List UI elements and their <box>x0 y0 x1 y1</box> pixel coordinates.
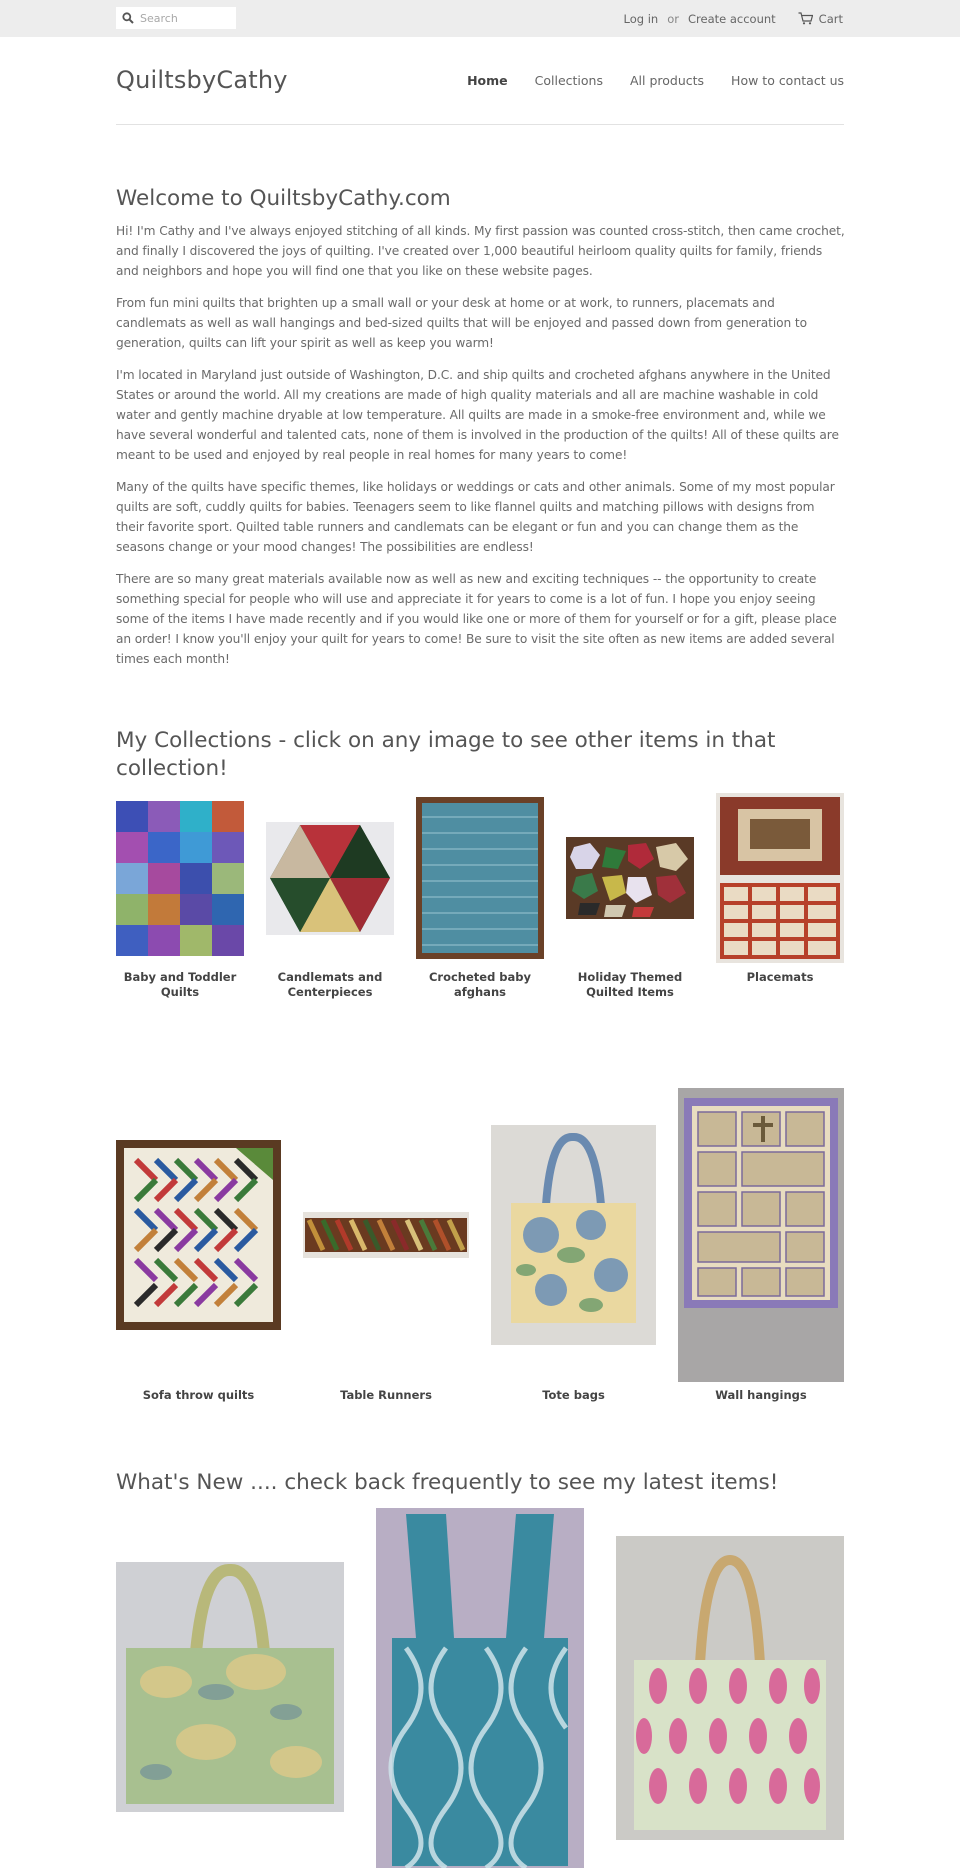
create-account-link[interactable]: Create account <box>687 11 776 26</box>
tote-bag-image[interactable] <box>491 1125 656 1345</box>
header-divider <box>116 124 844 125</box>
cart-link[interactable] <box>798 12 843 26</box>
collection-label-table-runners[interactable]: Table Runners <box>340 1388 432 1402</box>
collections-title: My Collections - click on any image to see other items in that collection! <box>116 728 776 781</box>
site-logo[interactable]: QuiltsbyCathy <box>116 66 288 94</box>
welcome-paragraph: Many of the quilts have specific themes, like holidays or weddings or cats and other animals. Some of my most popular quilts are soft, cuddly quilts for babies. Teenagers seem to like flannel quilts and matching pillows with designs from their favorite sport. Quilted table runners and candlemats can be elegant or fun and you can change them as the seasons change or your mood changes! The possibilities are endless! <box>116 480 835 554</box>
wall-hanging-image[interactable] <box>678 1088 844 1382</box>
new-item-tote-pink-image[interactable] <box>616 1536 844 1840</box>
welcome-paragraph: From fun mini quilts that brighten up a small wall or your desk at home or at work, to runners, placemats and candlemats as well as wall hangings and bed-sized quilts that will be enjoyed and passed down from generation to generation, quilts can lift your spirit as well as keep you warm! <box>116 296 807 350</box>
collection-label-baby-toddler[interactable]: Baby and Toddler Quilts <box>123 970 237 999</box>
collection-label-placemats[interactable]: Placemats <box>746 970 814 984</box>
collection-label-candlemats[interactable]: Candlemats and Centerpieces <box>277 970 383 999</box>
collection-label-sofa-throw[interactable]: Sofa throw quilts <box>142 1388 255 1402</box>
collection-label-holiday[interactable]: Holiday Themed Quilted Items <box>577 970 683 999</box>
baby-toddler-quilt-image[interactable] <box>116 801 244 956</box>
search-box[interactable] <box>116 7 236 29</box>
account-links <box>624 0 843 37</box>
sofa-throw-quilt-image[interactable] <box>116 1140 281 1330</box>
or-separator: or <box>667 11 679 26</box>
crocheted-afghan-image[interactable] <box>416 797 544 959</box>
nav-all-products[interactable]: All products <box>629 73 705 88</box>
search-input[interactable] <box>140 7 234 29</box>
welcome-paragraph: I'm located in Maryland just outside of Washington, D.C. and ship quilts and crocheted afghans anywhere in the United States or around the world. All my creations are made of high quality materials and all are machine washable in cold water and gently machine dryable at low temperature. All quilts are made in a smoke-free environment and, while we have several wonderful and talented cats, none of them is involved in the production of the quilts! All of these quilts are meant to be used and enjoyed by real people in real homes for many years to come! <box>116 368 839 462</box>
placemats-image[interactable] <box>716 793 844 963</box>
collection-label-tote-bags[interactable]: Tote bags <box>542 1388 605 1402</box>
whats-new-title: What's New .... check back frequently to see my latest items! <box>116 1470 779 1495</box>
collection-label-wall-hangings[interactable]: Wall hangings <box>715 1388 807 1402</box>
nav-contact[interactable]: How to contact us <box>731 73 844 88</box>
main-nav <box>440 73 844 88</box>
new-item-tote-blue-image[interactable] <box>376 1508 584 1868</box>
cart-label: Cart <box>818 11 843 26</box>
nav-home[interactable]: Home <box>467 73 508 88</box>
welcome-title: Welcome to QuiltsbyCathy.com <box>116 186 451 211</box>
welcome-paragraph: Hi! I'm Cathy and I've always enjoyed stitching of all kinds. My first passion was counted cross-stitch, then came crochet, and finally I discovered the joys of quilting. I've created over 1,000 beautiful heirloom quality quilts for family, friends and neighbors and hope you will find one that you like on these website pages. <box>116 224 845 278</box>
new-item-tote-green-image[interactable] <box>116 1562 344 1812</box>
cart-icon <box>798 12 813 25</box>
collection-label-crocheted[interactable]: Crocheted baby afghans <box>428 970 532 999</box>
welcome-paragraph: There are so many great materials available now as well as new and exciting techniques -- the opportunity to create something special for people who will use and appreciate it for years to come is a lot of fun. I hope you enjoy seeing some of the items I have made recently and if you would like one or more of them for yourself or for a gift, please place an order! I know you'll enjoy your quilt for years to come! Be sure to visit the site often as new items are added several times each month! <box>116 572 837 666</box>
search-icon <box>122 12 134 24</box>
table-runner-image[interactable] <box>303 1212 469 1258</box>
holiday-themed-image[interactable] <box>566 837 694 919</box>
welcome-section <box>116 186 846 681</box>
login-link[interactable]: Log in <box>623 11 659 26</box>
candlemats-image[interactable] <box>266 822 394 935</box>
nav-collections[interactable]: Collections <box>534 73 603 88</box>
top-utility-bar <box>0 0 960 37</box>
